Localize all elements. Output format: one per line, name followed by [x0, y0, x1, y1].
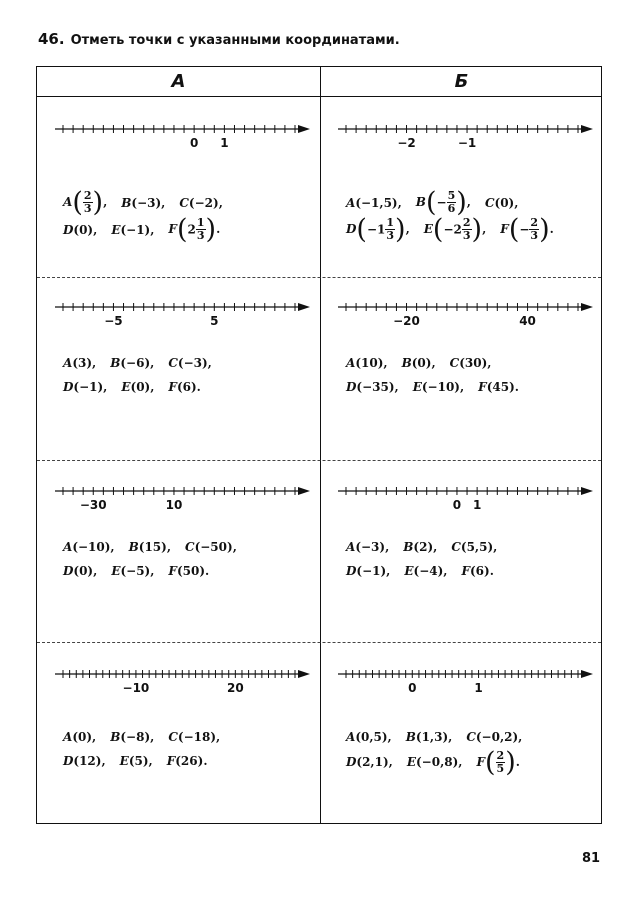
point-separator: , — [110, 539, 115, 554]
point-separator: , — [148, 754, 153, 768]
fraction-denominator: 5 — [496, 761, 505, 775]
point-coordinate: (−5) — [120, 564, 151, 578]
number-line — [55, 285, 310, 328]
point-coordinate: (3) — [72, 355, 93, 370]
task-header — [38, 30, 598, 48]
point-separator: , — [166, 539, 172, 554]
arrow-head-icon — [298, 303, 310, 311]
point-separator: , — [150, 729, 155, 744]
arrow-head-icon — [298, 487, 310, 495]
fraction-coordinate — [356, 214, 406, 245]
point-name: E — [412, 380, 422, 394]
point-item — [406, 725, 453, 749]
point-coordinate: (−18) — [177, 729, 216, 744]
point-separator: , — [103, 380, 108, 394]
point-item — [346, 725, 392, 749]
point-separator: , — [443, 564, 448, 578]
point-item — [168, 351, 212, 375]
point-name: E — [111, 564, 121, 578]
point-coordinate: (1,3) — [415, 729, 449, 744]
point-coordinate: (−10) — [421, 380, 460, 394]
arrow-head-icon — [581, 670, 593, 678]
right-paren: ) — [395, 214, 406, 245]
point-separator: . — [515, 754, 520, 769]
fraction-numerator: 2 — [83, 189, 92, 202]
number-line — [55, 469, 310, 512]
point-name: E — [121, 380, 131, 394]
number-line — [338, 469, 593, 512]
number-line — [338, 107, 593, 150]
fraction-denominator: 3 — [83, 202, 92, 215]
point-item — [168, 375, 200, 399]
fraction-whole: 2 — [187, 222, 196, 237]
tick-label: −20 — [393, 314, 420, 328]
point-name: D — [63, 754, 74, 768]
point-item — [179, 191, 223, 215]
tick-label: 0 — [189, 136, 199, 150]
point-name: E — [111, 222, 121, 237]
point-separator: . — [216, 222, 221, 236]
point-list — [63, 724, 313, 773]
tick-label: −10 — [122, 681, 150, 695]
point-name: D — [346, 564, 357, 578]
point-name: A — [63, 729, 73, 744]
point-item — [168, 559, 209, 583]
point-item — [461, 559, 493, 583]
point-name: C — [466, 729, 476, 744]
fraction-coordinate — [508, 214, 550, 245]
point-separator: , — [216, 729, 221, 744]
fraction-whole: 2 — [453, 222, 462, 237]
point-item — [346, 750, 393, 774]
point-separator: , — [207, 355, 212, 370]
point-item — [413, 375, 464, 399]
fraction-coordinate — [432, 214, 483, 245]
left-paren: ( — [176, 214, 188, 245]
left-paren: ( — [356, 214, 367, 245]
point-separator: , — [93, 222, 98, 237]
point-name: B — [415, 195, 426, 209]
point-separator: , — [218, 195, 223, 210]
point-name: C — [185, 539, 195, 554]
point-item — [63, 351, 96, 375]
point-item — [407, 750, 463, 774]
fraction-numerator: 5 — [447, 189, 456, 202]
left-paren: ( — [508, 214, 520, 245]
point-coordinate: (0) — [73, 564, 94, 578]
point-separator: , — [487, 355, 492, 370]
point-name: F — [168, 380, 177, 394]
point-separator: , — [383, 355, 388, 370]
fraction-denominator: 3 — [530, 229, 539, 242]
point-name: D — [63, 380, 74, 394]
point-list — [346, 189, 596, 243]
point-coordinate: (15) — [138, 539, 167, 554]
point-separator: , — [405, 222, 410, 236]
point-coordinate: (26) — [175, 754, 204, 768]
fraction — [462, 217, 472, 242]
point-item — [500, 216, 554, 243]
point-coordinate: (−1) — [73, 380, 104, 394]
arrow-head-icon — [298, 670, 310, 678]
point-item — [111, 218, 154, 242]
point-coordinate: (6) — [176, 380, 197, 394]
task-instruction: Отметь точки с указанными координатами. — [70, 33, 400, 48]
tick-label: 0 — [408, 681, 417, 695]
point-name: A — [346, 729, 356, 744]
tick-label: 1 — [474, 681, 483, 695]
point-separator: , — [150, 380, 155, 394]
point-item — [121, 191, 165, 215]
point-separator: , — [161, 195, 166, 210]
point-separator: , — [482, 222, 487, 236]
point-name: B — [405, 729, 416, 744]
tick-label: −5 — [104, 314, 123, 328]
point-separator: . — [514, 380, 519, 394]
point-item — [63, 749, 106, 773]
point-name: F — [500, 222, 509, 236]
point-separator: , — [431, 355, 436, 370]
point-name: A — [346, 355, 356, 370]
header-rule — [37, 96, 601, 97]
point-coordinate: (−6) — [120, 355, 151, 370]
fraction-whole: 1 — [377, 222, 386, 237]
point-coordinate: (50) — [176, 564, 206, 578]
point-item — [478, 375, 519, 399]
number-line — [338, 652, 593, 695]
point-name: D — [346, 755, 357, 769]
point-name: B — [401, 355, 412, 370]
point-separator: , — [518, 729, 523, 744]
point-name: A — [63, 539, 73, 554]
point-coordinate: (−1,5) — [355, 195, 398, 210]
point-name: C — [168, 729, 178, 744]
point-item — [404, 559, 447, 583]
fraction-numerator: 1 — [196, 216, 205, 229]
task-number: 46. — [38, 30, 65, 48]
point-coordinate: (−3) — [131, 195, 162, 210]
point-name: C — [484, 195, 495, 210]
point-coordinate: (0) — [411, 355, 432, 370]
point-item — [403, 535, 437, 559]
point-coordinate: (−1) — [120, 222, 151, 237]
point-item — [416, 189, 471, 216]
point-name: C — [168, 355, 178, 370]
number-line — [55, 652, 310, 695]
page-number: 81 — [582, 851, 601, 866]
point-separator: , — [92, 729, 97, 744]
point-item — [346, 191, 402, 215]
fraction — [196, 217, 206, 242]
column-divider — [320, 67, 321, 823]
point-name: C — [449, 355, 460, 370]
arrow-head-icon — [581, 125, 593, 133]
point-coordinate: (5) — [128, 754, 149, 768]
left-paren: ( — [485, 746, 496, 778]
tick-label: 1 — [220, 136, 229, 150]
point-name: C — [451, 539, 461, 554]
tick-label: 0 — [452, 498, 462, 512]
row-separator — [37, 642, 601, 643]
left-paren: ( — [425, 187, 437, 218]
left-paren: ( — [72, 187, 83, 218]
fraction-denominator: 6 — [447, 202, 456, 215]
point-coordinate: (0) — [130, 380, 151, 394]
point-item — [168, 216, 220, 243]
point-item — [63, 559, 97, 583]
point-coordinate: (−2) — [188, 195, 219, 210]
point-name: C — [179, 195, 189, 210]
fraction-sign: − — [436, 195, 447, 210]
point-coordinate: (0,5) — [355, 729, 388, 744]
tick-label: −2 — [397, 136, 416, 150]
point-list — [346, 350, 596, 399]
point-list — [63, 534, 313, 583]
point-name: E — [119, 754, 129, 768]
point-coordinate: (0) — [73, 222, 94, 237]
fraction-coordinate — [485, 746, 516, 778]
point-separator: , — [101, 754, 106, 768]
tick-label: 1 — [472, 498, 482, 512]
point-coordinate: (10) — [355, 355, 384, 370]
point-coordinate: (12) — [73, 754, 102, 768]
point-separator: , — [493, 539, 498, 554]
arrow-head-icon — [298, 125, 310, 133]
point-item — [121, 375, 154, 399]
tick-label: 10 — [165, 498, 183, 512]
point-name: F — [168, 564, 177, 578]
fraction-sign: − — [519, 222, 530, 237]
point-separator: , — [394, 380, 399, 394]
right-paren: ) — [539, 214, 550, 245]
point-coordinate: (−8) — [120, 729, 151, 744]
point-name: D — [346, 222, 357, 236]
fraction-denominator: 3 — [196, 229, 205, 242]
point-item — [63, 375, 107, 399]
right-paren: ) — [505, 746, 516, 778]
point-item — [450, 351, 492, 375]
point-separator: , — [466, 195, 471, 209]
right-paren: ) — [471, 214, 483, 245]
point-separator: , — [433, 539, 438, 554]
point-name: B — [110, 355, 121, 370]
arrow-head-icon — [581, 303, 593, 311]
point-name: B — [128, 539, 139, 554]
point-separator: , — [386, 564, 391, 578]
point-item — [424, 216, 487, 243]
fraction-sign: − — [366, 222, 378, 237]
fraction-numerator: 2 — [496, 748, 505, 762]
point-name: F — [478, 380, 487, 394]
point-name: A — [346, 195, 356, 210]
right-paren: ) — [205, 214, 217, 245]
point-name: D — [63, 222, 74, 237]
point-item — [402, 351, 436, 375]
point-coordinate: (2,1) — [356, 755, 389, 769]
point-list — [346, 724, 596, 776]
point-separator: , — [448, 729, 453, 744]
point-coordinate: (2) — [413, 539, 434, 554]
fraction-numerator: 2 — [462, 216, 471, 229]
point-separator: . — [196, 380, 201, 394]
point-name: A — [346, 539, 356, 554]
row-separator — [37, 460, 601, 461]
point-separator: , — [150, 564, 155, 578]
point-item — [185, 535, 237, 559]
point-name: D — [346, 380, 357, 394]
point-separator: , — [514, 195, 519, 210]
point-separator: , — [388, 755, 393, 769]
fraction — [447, 190, 457, 215]
point-item — [168, 725, 220, 749]
point-item — [63, 218, 97, 242]
point-coordinate: (−10) — [72, 539, 111, 554]
point-item — [129, 535, 171, 559]
point-list — [346, 534, 596, 583]
point-separator: , — [459, 380, 465, 394]
point-item — [476, 746, 520, 778]
point-item — [111, 559, 154, 583]
point-item — [485, 191, 518, 215]
point-separator: . — [205, 564, 210, 578]
point-separator: , — [92, 355, 97, 370]
point-separator: , — [385, 539, 390, 554]
point-item — [110, 725, 154, 749]
point-item — [466, 725, 522, 749]
point-coordinate: (−1) — [356, 564, 387, 578]
fraction-sign: − — [443, 222, 454, 237]
point-name: F — [461, 564, 470, 578]
tick-label: 40 — [519, 314, 536, 328]
point-coordinate: (30) — [459, 355, 488, 370]
point-coordinate: (−0,2) — [475, 729, 519, 744]
tick-label: 20 — [226, 681, 244, 695]
point-list — [63, 350, 313, 399]
fraction-coordinate — [72, 187, 104, 218]
point-item — [167, 749, 208, 773]
point-name: F — [166, 754, 176, 768]
point-item — [110, 351, 154, 375]
point-separator: , — [232, 539, 237, 554]
row-separator — [37, 277, 601, 278]
point-name: D — [63, 564, 74, 578]
right-paren: ) — [456, 187, 467, 218]
fraction — [496, 750, 506, 775]
point-coordinate: (−35) — [356, 380, 395, 394]
point-item — [63, 189, 107, 216]
point-coordinate: (−50) — [194, 539, 233, 554]
exercise-table — [36, 66, 602, 824]
point-coordinate: (0) — [494, 195, 515, 210]
point-separator: , — [458, 755, 463, 769]
fraction — [83, 190, 93, 215]
right-paren: ) — [92, 187, 104, 218]
point-item — [346, 351, 388, 375]
fraction — [529, 217, 539, 242]
point-item — [346, 559, 390, 583]
point-separator: , — [150, 355, 155, 370]
point-separator: , — [103, 195, 108, 209]
point-name: B — [121, 195, 132, 210]
point-item — [346, 535, 389, 559]
point-name: A — [63, 195, 73, 209]
fraction-coordinate — [176, 214, 217, 245]
left-paren: ( — [432, 214, 444, 245]
point-coordinate: (0) — [72, 729, 93, 744]
point-coordinate: (−3) — [177, 355, 208, 370]
point-name: B — [403, 539, 414, 554]
column-header-b: Б — [454, 71, 469, 92]
point-name: A — [63, 355, 73, 370]
fraction — [385, 217, 395, 242]
point-coordinate: (5,5) — [460, 539, 494, 554]
point-list — [63, 189, 313, 243]
point-separator: , — [397, 195, 402, 210]
point-item — [346, 375, 399, 399]
fraction-denominator: 3 — [386, 229, 395, 242]
point-coordinate: (−0,8) — [415, 755, 459, 769]
tick-label: −1 — [457, 136, 477, 150]
point-item — [346, 216, 410, 243]
point-name: E — [404, 564, 414, 578]
point-coordinate: (−4) — [413, 564, 444, 578]
point-separator: , — [387, 729, 392, 744]
tick-label: 5 — [210, 314, 219, 328]
point-name: F — [476, 754, 485, 769]
point-item — [120, 749, 153, 773]
arrow-head-icon — [581, 487, 593, 495]
point-separator: . — [549, 222, 554, 236]
number-line — [338, 285, 593, 328]
column-header-a: А — [171, 71, 186, 92]
point-name: E — [423, 222, 433, 236]
point-item — [63, 725, 96, 749]
point-name: E — [406, 755, 416, 769]
fraction-coordinate — [425, 187, 467, 218]
fraction-numerator: 1 — [386, 216, 395, 229]
point-name: B — [110, 729, 121, 744]
point-coordinate: (6) — [470, 564, 490, 578]
tick-label: −30 — [79, 498, 107, 512]
point-separator: . — [203, 754, 208, 768]
point-separator: , — [150, 222, 155, 237]
point-coordinate: (−3) — [355, 539, 386, 554]
point-separator: , — [93, 564, 98, 578]
point-item — [451, 535, 497, 559]
point-separator: . — [489, 564, 494, 578]
point-item — [63, 535, 115, 559]
number-line — [55, 107, 310, 150]
fraction-numerator: 2 — [530, 216, 539, 229]
fraction-denominator: 3 — [462, 229, 471, 242]
point-name: F — [168, 222, 177, 236]
point-coordinate: (45) — [486, 380, 515, 394]
